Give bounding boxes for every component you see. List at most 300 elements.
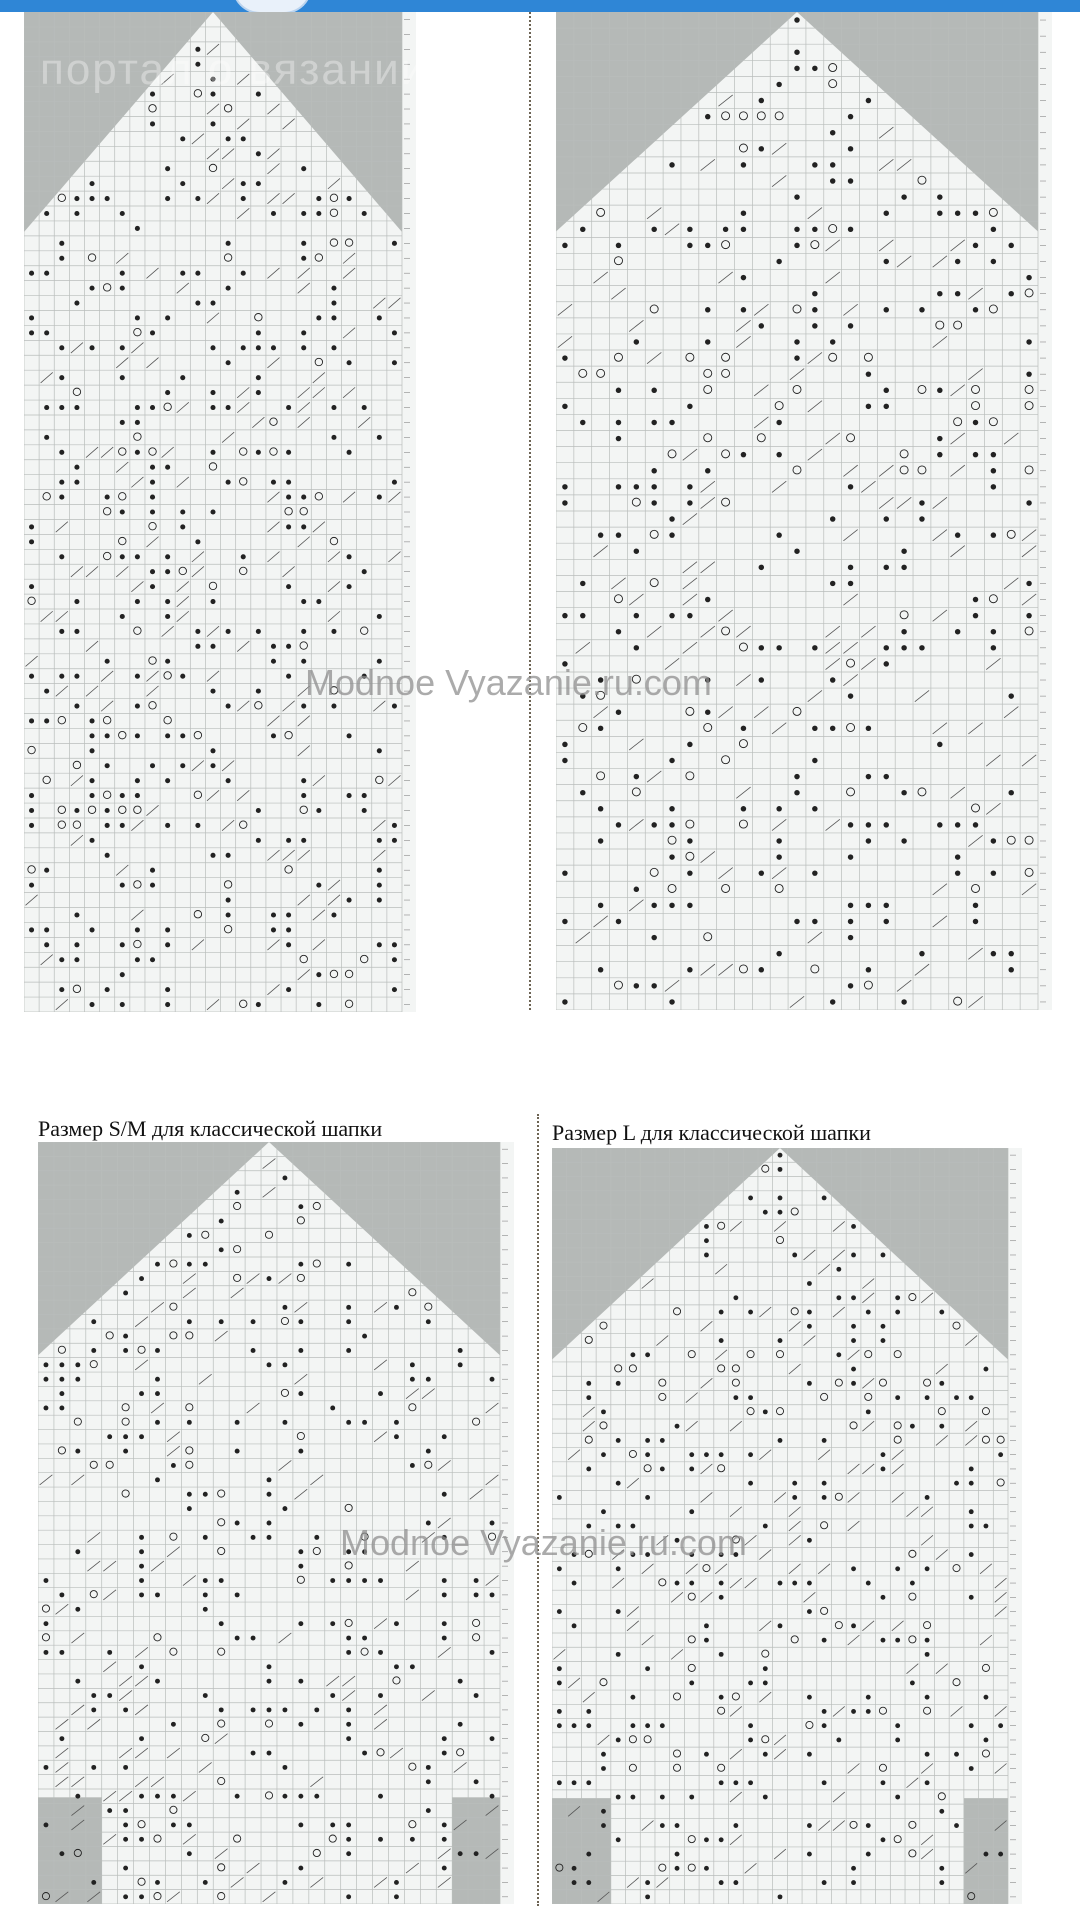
dot-symbol <box>830 516 835 521</box>
dot-symbol <box>998 1852 1003 1857</box>
dot-symbol <box>210 450 215 455</box>
dot-symbol <box>689 1581 694 1586</box>
dot-symbol <box>286 644 291 649</box>
knitting-chart-2 <box>556 12 1052 1010</box>
dot-symbol <box>598 726 603 731</box>
dot-symbol <box>705 709 710 714</box>
dot-symbol <box>442 1866 447 1871</box>
dot-symbol <box>881 1595 886 1600</box>
dot-symbol <box>704 1452 709 1457</box>
dot-symbol <box>195 823 200 828</box>
dot-symbol <box>347 554 352 559</box>
dot-symbol <box>910 1581 915 1586</box>
dot-symbol <box>139 1837 144 1842</box>
dot-symbol <box>377 942 382 947</box>
dot-symbol <box>426 1808 431 1813</box>
dot-symbol <box>301 629 306 634</box>
dot-symbol <box>884 565 889 570</box>
dot-symbol <box>392 823 397 828</box>
dot-symbol <box>377 435 382 440</box>
dot-symbol <box>836 1352 841 1357</box>
dot-symbol <box>851 1709 856 1714</box>
dot-symbol <box>347 793 352 798</box>
dot-symbol <box>150 883 155 888</box>
dot-symbol <box>171 1722 176 1727</box>
dot-symbol <box>562 355 567 360</box>
dot-symbol <box>120 942 125 947</box>
dot-symbol <box>155 1262 160 1267</box>
dot-symbol <box>794 194 799 199</box>
dot-symbol <box>580 790 585 795</box>
dot-symbol <box>969 1766 974 1771</box>
dot-symbol <box>973 919 978 924</box>
dot-symbol <box>776 259 781 264</box>
dot-symbol <box>925 1780 930 1785</box>
dot-symbol <box>572 1866 577 1871</box>
dot-symbol <box>301 241 306 246</box>
dot-symbol <box>251 1636 256 1641</box>
dot-symbol <box>812 227 817 232</box>
dot-symbol <box>226 898 231 903</box>
dot-symbol <box>267 1362 272 1367</box>
dot-symbol <box>139 1564 144 1569</box>
dot-symbol <box>426 1377 431 1382</box>
dot-symbol <box>675 1581 680 1586</box>
dot-symbol <box>226 405 231 410</box>
dot-symbol <box>105 495 110 500</box>
dot-symbol <box>394 1880 399 1885</box>
dot-symbol <box>442 1837 447 1842</box>
dot-symbol <box>955 854 960 859</box>
dot-symbol <box>748 1723 753 1728</box>
dot-symbol <box>135 733 140 738</box>
dot-symbol <box>776 645 781 650</box>
dot-symbol <box>286 838 291 843</box>
dot-symbol <box>991 227 996 232</box>
dot-symbol <box>187 1262 192 1267</box>
dot-symbol <box>675 1866 680 1871</box>
dot-symbol <box>74 912 79 917</box>
dot-symbol <box>346 1736 351 1741</box>
dot-symbol <box>107 1693 112 1698</box>
dot-symbol <box>298 1204 303 1209</box>
dot-symbol <box>794 549 799 554</box>
dot-symbol <box>778 1210 783 1215</box>
dot-symbol <box>241 181 246 186</box>
dot-symbol <box>165 196 170 201</box>
dot-symbol <box>580 613 585 618</box>
dot-symbol <box>426 1319 431 1324</box>
dot-symbol <box>895 1395 900 1400</box>
dot-symbol <box>150 495 155 500</box>
dot-symbol <box>330 1822 335 1827</box>
dot-symbol <box>139 1276 144 1281</box>
dot-symbol <box>651 468 656 473</box>
dot-symbol <box>150 480 155 485</box>
dot-symbol <box>210 405 215 410</box>
dot-symbol <box>74 674 79 679</box>
dot-symbol <box>235 1449 240 1454</box>
dot-symbol <box>895 1795 900 1800</box>
dot-symbol <box>939 1424 944 1429</box>
dot-symbol <box>44 1650 49 1655</box>
dot-symbol <box>601 1409 606 1414</box>
dot-symbol <box>848 903 853 908</box>
dot-symbol <box>836 1267 841 1272</box>
dot-symbol <box>973 452 978 457</box>
dot-symbol <box>474 1851 479 1856</box>
dot-symbol <box>331 345 336 350</box>
dot-symbol <box>687 838 692 843</box>
dot-symbol <box>778 1167 783 1172</box>
dot-symbol <box>848 935 853 940</box>
dot-symbol <box>884 903 889 908</box>
dot-symbol <box>848 178 853 183</box>
dot-symbol <box>29 718 34 723</box>
dot-symbol <box>919 516 924 521</box>
dot-symbol <box>155 1391 160 1396</box>
dot-symbol <box>59 674 64 679</box>
dot-symbol <box>155 1348 160 1353</box>
dot-symbol <box>120 509 125 514</box>
chart-divider <box>529 12 531 1010</box>
dot-symbol <box>195 629 200 634</box>
dot-symbol <box>759 677 764 682</box>
dot-symbol <box>316 211 321 216</box>
dot-symbol <box>241 554 246 559</box>
dot-symbol <box>346 1578 351 1583</box>
dot-symbol <box>123 1434 128 1439</box>
dot-symbol <box>812 758 817 763</box>
dot-symbol <box>794 919 799 924</box>
dot-symbol <box>267 1276 272 1281</box>
dot-symbol <box>866 903 871 908</box>
dot-symbol <box>616 629 621 634</box>
dot-symbol <box>759 565 764 570</box>
dot-symbol <box>267 1477 272 1482</box>
dot-symbol <box>458 1679 463 1684</box>
dot-symbol <box>347 360 352 365</box>
dot-symbol <box>120 554 125 559</box>
dot-symbol <box>616 822 621 827</box>
dot-symbol <box>895 1295 900 1300</box>
dot-symbol <box>316 972 321 977</box>
dot-symbol <box>939 1310 944 1315</box>
dot-symbol <box>235 1420 240 1425</box>
dot-symbol <box>669 822 674 827</box>
shaded-area-right <box>452 1797 500 1904</box>
dot-symbol <box>851 1866 856 1871</box>
dot-symbol <box>586 1709 591 1714</box>
dot-symbol <box>598 838 603 843</box>
dot-symbol <box>29 524 34 529</box>
dot-symbol <box>394 1305 399 1310</box>
dot-symbol <box>851 1295 856 1300</box>
dot-symbol <box>812 919 817 924</box>
dot-symbol <box>377 748 382 753</box>
dot-symbol <box>645 1880 650 1885</box>
dot-symbol <box>123 1765 128 1770</box>
dot-symbol <box>704 1752 709 1757</box>
dot-symbol <box>651 227 656 232</box>
dot-symbol <box>219 1621 224 1626</box>
dot-symbol <box>331 405 336 410</box>
dot-symbol <box>830 581 835 586</box>
dot-symbol <box>139 1736 144 1741</box>
dot-symbol <box>776 452 781 457</box>
dot-symbol <box>410 1837 415 1842</box>
chart-divider-2 <box>537 1114 539 1906</box>
dot-symbol <box>645 1438 650 1443</box>
dot-symbol <box>271 927 276 932</box>
dot-symbol <box>866 1852 871 1857</box>
dot-symbol <box>675 1823 680 1828</box>
dot-symbol <box>59 987 64 992</box>
dot-symbol <box>90 345 95 350</box>
dot-symbol <box>271 733 276 738</box>
dot-symbol <box>490 1736 495 1741</box>
dot-symbol <box>139 1578 144 1583</box>
dot-symbol <box>669 999 674 1004</box>
dot-symbol <box>925 1395 930 1400</box>
dot-symbol <box>330 1578 335 1583</box>
dot-symbol <box>645 1495 650 1500</box>
dot-symbol <box>442 1822 447 1827</box>
dot-symbol <box>271 480 276 485</box>
dot-symbol <box>29 823 34 828</box>
dot-symbol <box>331 912 336 917</box>
dot-symbol <box>925 1652 930 1657</box>
dot-symbol <box>378 1794 383 1799</box>
dot-symbol <box>881 1638 886 1643</box>
dot-symbol <box>687 227 692 232</box>
dot-symbol <box>392 987 397 992</box>
dot-symbol <box>490 1650 495 1655</box>
dot-symbol <box>651 935 656 940</box>
dot-symbol <box>347 584 352 589</box>
dot-symbol <box>107 1650 112 1655</box>
dot-symbol <box>955 870 960 875</box>
dot-symbol <box>75 1549 80 1554</box>
dot-symbol <box>822 1709 827 1714</box>
dot-symbol <box>704 1638 709 1643</box>
dot-symbol <box>794 774 799 779</box>
dot-symbol <box>346 1837 351 1842</box>
dot-symbol <box>256 838 261 843</box>
dot-symbol <box>939 1809 944 1814</box>
dot-symbol <box>235 1794 240 1799</box>
dot-symbol <box>256 345 261 350</box>
dot-symbol <box>210 763 215 768</box>
dot-symbol <box>150 569 155 574</box>
dot-symbol <box>689 1680 694 1685</box>
dot-symbol <box>919 307 924 312</box>
dot-symbol <box>586 1723 591 1728</box>
watermark: Modnoe Vyazanie.ru.com <box>305 662 712 703</box>
dot-symbol <box>704 1837 709 1842</box>
dot-symbol <box>812 645 817 650</box>
dot-symbol <box>346 1894 351 1899</box>
dot-symbol <box>562 404 567 409</box>
dot-symbol <box>748 1395 753 1400</box>
dot-symbol <box>150 465 155 470</box>
dot-symbol <box>210 301 215 306</box>
dot-symbol <box>490 1592 495 1597</box>
dot-symbol <box>267 1664 272 1669</box>
dot-symbol <box>74 480 79 485</box>
dot-symbol <box>203 1492 208 1497</box>
dot-symbol <box>733 1780 738 1785</box>
dot-symbol <box>210 689 215 694</box>
dot-symbol <box>210 599 215 604</box>
dot-symbol <box>884 774 889 779</box>
dot-symbol <box>687 500 692 505</box>
dot-symbol <box>226 286 231 291</box>
dot-symbol <box>44 1765 49 1770</box>
dot-symbol <box>687 967 692 972</box>
dot-symbol <box>884 388 889 393</box>
dot-symbol <box>851 1381 856 1386</box>
dot-symbol <box>301 256 306 261</box>
dot-symbol <box>74 703 79 708</box>
dot-symbol <box>120 793 125 798</box>
dot-symbol <box>984 1852 989 1857</box>
dot-symbol <box>973 210 978 215</box>
dot-symbol <box>901 645 906 650</box>
dot-symbol <box>251 1535 256 1540</box>
dot-symbol <box>135 226 140 231</box>
dot-symbol <box>210 121 215 126</box>
dot-symbol <box>286 480 291 485</box>
dot-symbol <box>630 1352 635 1357</box>
dot-symbol <box>925 1638 930 1643</box>
dot-symbol <box>969 1524 974 1529</box>
dot-symbol <box>241 345 246 350</box>
dot-symbol <box>759 967 764 972</box>
dot-symbol <box>298 1564 303 1569</box>
dot-symbol <box>616 1738 621 1743</box>
dot-symbol <box>969 1467 974 1472</box>
dot-symbol <box>44 405 49 410</box>
dot-symbol <box>165 778 170 783</box>
dot-symbol <box>123 1837 128 1842</box>
dot-symbol <box>704 1224 709 1229</box>
dot-symbol <box>286 927 291 932</box>
dot-symbol <box>91 1348 96 1353</box>
dot-symbol <box>669 806 674 811</box>
dot-symbol <box>759 323 764 328</box>
dot-symbol <box>748 1452 753 1457</box>
dot-symbol <box>616 1837 621 1842</box>
dot-symbol <box>991 484 996 489</box>
dot-symbol <box>120 211 125 216</box>
dot-symbol <box>44 435 49 440</box>
dot-symbol <box>362 808 367 813</box>
dot-symbol <box>807 1381 812 1386</box>
dot-symbol <box>394 1894 399 1899</box>
dot-symbol <box>991 259 996 264</box>
dot-symbol <box>442 1636 447 1641</box>
dot-symbol <box>29 584 34 589</box>
dot-symbol <box>267 1679 272 1684</box>
dot-symbol <box>392 703 397 708</box>
dot-symbol <box>135 674 140 679</box>
dot-symbol <box>226 241 231 246</box>
dot-symbol <box>135 703 140 708</box>
dot-symbol <box>105 733 110 738</box>
dot-symbol <box>660 1723 665 1728</box>
dot-symbol <box>759 146 764 151</box>
chart-title-l: Размер L для классической шапки <box>552 1120 871 1145</box>
dot-symbol <box>669 162 674 167</box>
dot-symbol <box>442 1592 447 1597</box>
dot-symbol <box>901 194 906 199</box>
dot-symbol <box>669 532 674 537</box>
dot-symbol <box>74 196 79 201</box>
dot-symbol <box>271 345 276 350</box>
dot-symbol <box>984 1695 989 1700</box>
dot-symbol <box>719 1595 724 1600</box>
dot-symbol <box>733 1823 738 1828</box>
dot-symbol <box>925 1566 930 1571</box>
dot-symbol <box>807 1752 812 1757</box>
dot-symbol <box>282 1305 287 1310</box>
dot-symbol <box>616 1795 621 1800</box>
dot-symbol <box>377 883 382 888</box>
dot-symbol <box>939 1880 944 1885</box>
dot-symbol <box>901 790 906 795</box>
dot-symbol <box>634 484 639 489</box>
dot-symbol <box>884 210 889 215</box>
dot-symbol <box>705 597 710 602</box>
dot-symbol <box>330 1693 335 1698</box>
dot-symbol <box>616 1438 621 1443</box>
dot-symbol <box>187 1233 192 1238</box>
dot-symbol <box>866 404 871 409</box>
dot-symbol <box>75 1679 80 1684</box>
dot-symbol <box>474 1779 479 1784</box>
dot-symbol <box>719 1837 724 1842</box>
dot-symbol <box>778 1894 783 1899</box>
dot-symbol <box>741 162 746 167</box>
dot-symbol <box>377 838 382 843</box>
dot-symbol <box>150 957 155 962</box>
dot-symbol <box>120 271 125 276</box>
dot-symbol <box>881 1467 886 1472</box>
dot-symbol <box>836 1738 841 1743</box>
dot-symbol <box>651 983 656 988</box>
dot-symbol <box>394 1434 399 1439</box>
dot-symbol <box>219 1319 224 1324</box>
dot-symbol <box>705 468 710 473</box>
dot-symbol <box>298 1866 303 1871</box>
dot-symbol <box>286 674 291 679</box>
dot-symbol <box>586 1381 591 1386</box>
dot-symbol <box>778 1581 783 1586</box>
dot-symbol <box>314 1707 319 1712</box>
dot-symbol <box>298 1822 303 1827</box>
dot-symbol <box>362 1578 367 1583</box>
dot-symbol <box>241 271 246 276</box>
dot-symbol <box>180 733 185 738</box>
dot-symbol <box>301 345 306 350</box>
dot-symbol <box>91 1880 96 1885</box>
dot-symbol <box>187 1822 192 1827</box>
dot-symbol <box>150 868 155 873</box>
dot-symbol <box>59 241 64 246</box>
dot-symbol <box>848 983 853 988</box>
dot-symbol <box>331 315 336 320</box>
